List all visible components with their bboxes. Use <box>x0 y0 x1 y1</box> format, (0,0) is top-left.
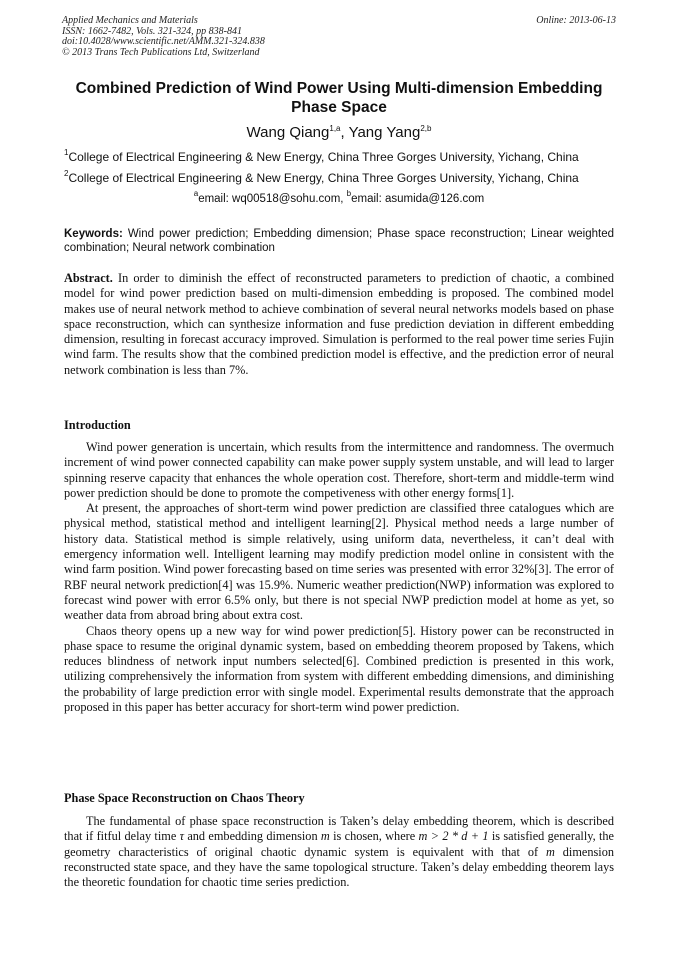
affiliation-superscript: 1 <box>64 148 69 157</box>
tau-symbol: τ <box>179 829 185 844</box>
m-symbol: m <box>545 844 555 859</box>
phase-space-paragraph <box>64 814 614 890</box>
phase-space-heading: Phase Space Reconstruction on Chaos Theory <box>64 791 305 805</box>
text-run: is chosen, where <box>329 829 419 844</box>
author-name: Wang Qiang <box>246 124 330 141</box>
paper-title: Combined Prediction of Wind Power Using Multi-dimension Embedding Phase Space <box>75 80 603 116</box>
journal-header <box>62 16 616 58</box>
intro-paragraph-1: Wind power generation is uncertain, which results from the intermittence and randomness. The overmuch increment of wind power connected capability can make power supply system unstable, and will lead to larger spinning reserve capacity that enhances the whole operation cost. Therefore, short-term and middle-term wind power prediction should be done to promote the competiveness with other energy forms[1]. <box>64 440 614 500</box>
text-run: dimension reconstructed state space, and they have the same topological structure. Taken’s delay embedding theorem lays the theoretic foundation for chaotic time series prediction. <box>64 844 614 890</box>
author-list: Wang Qiang$^{1,a}$, Yang Yang$^{2,b}$ <box>246 124 432 141</box>
text-run: and embedding dimension <box>184 829 321 844</box>
text-run: The fundamental of phase space reconstruction is Taken’s delay embedding theorem, which is described that if fitful delay time <box>64 814 614 844</box>
introduction-heading: Introduction <box>64 418 131 432</box>
abstract-label: Abstract. <box>64 271 113 285</box>
introduction-body <box>64 440 614 715</box>
abstract-text: In order to diminish the effect of reconstructed parameters to prediction of chaotic, a combined model for wind power prediction based on multi-dimension embedding is proposed. The combined model makes use of neural network method to achieve combination of several neural networks models based on phase space reconstruction, which can synthesize information and fuse prediction deviation in different embedding dimension, resulting in forecast accuracy improved. Simulation is performed to the real power time series Fujin wind farm. The results show that the combined prediction model is effective, and the prediction error of neural network combination is less than 7%. <box>64 271 614 377</box>
intro-paragraph-2: At present, the approaches of short-term wind power prediction are classified three catalogues which are physical method, statistical method and intelligent learning[2]. Physical method needs a large number of history data. Statistical method is simple relatively, using uniform data, nevertheless, it can’t deal with emergency information well. Intelligent learning may modify prediction model online in consistent with the wind farm position. Wind power forecasting based on time series was presented with error 32%[3]. The error of RBF neural network prediction[4] was 15.9%. Numeric weather prediction(NWP) information was explored to forecast wind power with error 6.5% only, but there is not special NWP prediction model at home as yet, so weather data from abroad bring about extra cost. <box>64 501 614 623</box>
intro-paragraph-3: Chaos theory opens up a new way for wind power prediction[5]. History power can be reconstructed in phase space to resume the original dynamic system, based on embedding theorem proposed by Takens, which reduces blindness of network input numbers selected[6]. Combined prediction is presented in this work, utilizing comprehensively the information from system with different embedding dimensions, and diminishing the probability of large prediction error with single model. Experimental results demonstrate that the approach proposed in this paper has better accuracy for short-term wind power prediction. <box>64 623 614 715</box>
email-b: email: asumida@126.com <box>351 193 485 205</box>
email-line: $^a$email: wq00518@sohu.com, $^b$email: asumida@126.com <box>193 189 485 205</box>
copyright-line: © 2013 Trans Tech Publications Ltd, Switzerland <box>62 46 260 58</box>
author-name: Yang Yang <box>348 124 421 141</box>
abstract <box>64 271 614 378</box>
keywords-text: Wind power prediction; Embedding dimension; Phase space reconstruction; Linear weighted combination; Neural network combination <box>64 228 614 254</box>
affiliation-superscript: 2 <box>64 169 69 178</box>
phase-space-body <box>64 814 614 890</box>
author-superscript: 2,b <box>420 124 432 133</box>
keywords <box>64 227 614 255</box>
doi-line: doi:10.4028/www.scientific.net/AMM.321-324.838 <box>62 36 265 47</box>
text-run: is satisfied generally, the geometry characteristics of original chaotic dynamic system is equivalent with that of <box>64 829 615 859</box>
affiliation-text: College of Electrical Engineering & New Energy, China Three Gorges University, Yichang, China <box>68 171 579 185</box>
affiliation-2 <box>64 171 624 185</box>
m-symbol: m <box>320 829 330 844</box>
keywords-label: Keywords: <box>64 228 123 240</box>
email-superscript: b <box>346 189 352 198</box>
journal-name: Applied Mechanics and Materials <box>62 15 198 26</box>
online-date: Online: 2013-06-13 <box>536 15 616 26</box>
email-a: email: wq00518@sohu.com <box>198 193 341 205</box>
issn-line: ISSN: 1662-7482, Vols. 321-324, pp 838-841 <box>62 25 242 37</box>
author-superscript: 1,a <box>329 124 341 133</box>
email-superscript: a <box>193 189 199 198</box>
affiliation-1 <box>64 150 624 164</box>
affiliation-text: College of Electrical Engineering & New Energy, China Three Gorges University, Yichang, China <box>68 150 579 164</box>
embedding-condition-formula: m > 2 * d + 1 <box>418 829 489 844</box>
